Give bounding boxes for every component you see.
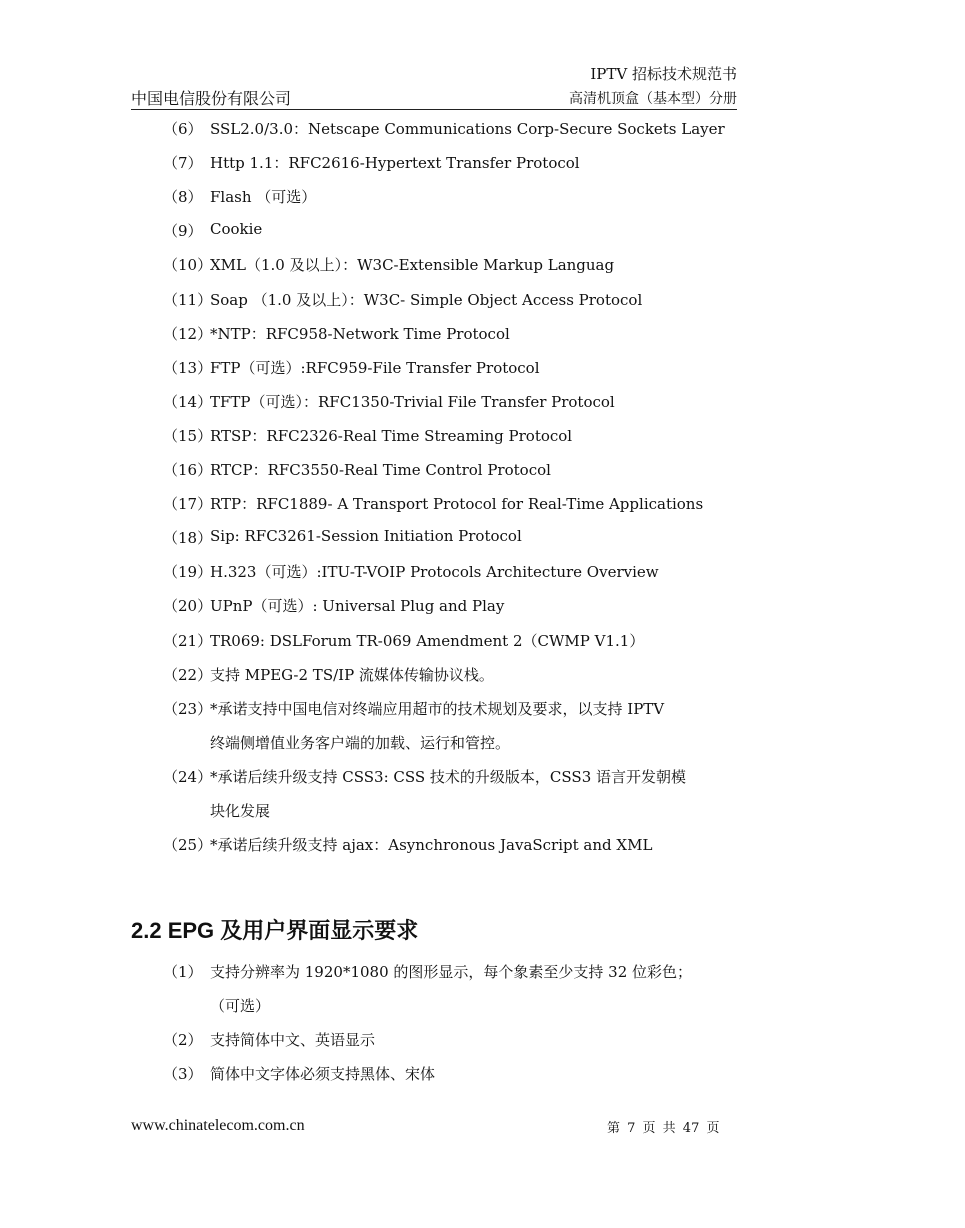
list-item-number: （16） bbox=[163, 461, 213, 479]
list-item-number: （15） bbox=[163, 426, 213, 445]
list-item-number: （9） bbox=[163, 222, 203, 241]
list-item-number: （19） bbox=[163, 563, 213, 582]
list-item-text: SSL2.0/3.0：Netscape Communications Corp-Secure Sockets Layer bbox=[210, 120, 725, 138]
list-item-continuation: （可选） bbox=[210, 997, 271, 1016]
list-item-number: （10） bbox=[163, 256, 213, 275]
list-item-text: Cookie bbox=[210, 220, 263, 239]
list-item-number: （21） bbox=[163, 631, 213, 650]
list-item-number: （13） bbox=[163, 358, 213, 377]
list-item-text: Http 1.1：RFC2616-Hypertext Transfer Protocol bbox=[210, 154, 580, 173]
list-item-text: RTP：RFC1889- A Transport Protocol for Real-Time Applications bbox=[210, 495, 704, 514]
list-item-number: （12） bbox=[163, 324, 213, 343]
list-item-text: 支持分辨率为 1920*1080 的图形显示，每个象素至少支持 32 位彩色； bbox=[210, 963, 693, 981]
section-heading: 2.2 EPG 及用户界面显示要求 bbox=[131, 918, 419, 943]
list-item-text: *承诺支持中国电信对终端应用超市的技术规划及要求，以支持 IPTV bbox=[210, 699, 665, 718]
list-item-number: （14） bbox=[163, 392, 213, 411]
list-item-number: （23） bbox=[163, 699, 213, 718]
footer-website: www.chinatelecom.com.cn bbox=[131, 1117, 305, 1134]
list-item-text: RTSP：RFC2326-Real Time Streaming Protocol bbox=[210, 426, 573, 445]
list-item-number: （2） bbox=[163, 1031, 203, 1050]
list-item-text: TFTP（可选）：RFC1350-Trivial File Transfer Protocol bbox=[210, 392, 615, 411]
list-item-text: 简体中文字体必须支持黑体、宋体 bbox=[210, 1065, 436, 1084]
list-item-number: （3） bbox=[163, 1065, 203, 1084]
list-item-text: Sip: RFC3261-Session Initiation Protocol bbox=[210, 527, 522, 546]
list-item-text: RTCP：RFC3550-Real Time Control Protocol bbox=[210, 461, 551, 479]
list-item-number: （22） bbox=[163, 665, 213, 684]
list-item-text: UPnP（可选）: Universal Plug and Play bbox=[210, 597, 505, 616]
footer-page-number: 第 7 页 共 47 页 bbox=[607, 1121, 720, 1136]
list-item-number: （24） bbox=[163, 767, 213, 786]
list-item-continuation: 终端侧增值业务客户端的加载、运行和管控。 bbox=[210, 733, 511, 752]
document-subtitle: 高清机顶盒（基本型）分册 bbox=[569, 91, 737, 107]
header-divider bbox=[131, 109, 737, 110]
document-title: IPTV 招标技术规范书 bbox=[590, 65, 737, 83]
list-item-number: （1） bbox=[163, 963, 203, 981]
company-name: 中国电信股份有限公司 bbox=[131, 89, 292, 108]
list-item-number: （8） bbox=[163, 188, 203, 207]
list-item-text: TR069: DSLForum TR-069 Amendment 2（CWMP V1.1） bbox=[210, 631, 645, 650]
list-item-number: （6） bbox=[163, 120, 203, 138]
list-item-text: *承诺后续升级支持 CSS3: CSS 技术的升级版本，CSS3 语言开发朝模 bbox=[210, 767, 687, 786]
list-item-text: Soap （1.0 及以上）：W3C- Simple Object Access Protocol bbox=[210, 290, 643, 309]
list-item-text: *NTP：RFC958-Network Time Protocol bbox=[210, 324, 510, 343]
list-item-number: （7） bbox=[163, 154, 203, 173]
list-item-number: （17） bbox=[163, 495, 213, 514]
list-item-text: FTP（可选）:RFC959-File Transfer Protocol bbox=[210, 358, 540, 377]
list-item-text: *承诺后续升级支持 ajax：Asynchronous JavaScript and XML bbox=[210, 836, 653, 855]
list-item-text: Flash （可选） bbox=[210, 188, 317, 207]
list-item-text: XML（1.0 及以上）：W3C-Extensible Markup Languag bbox=[210, 256, 615, 275]
list-item-text: 支持简体中文、英语显示 bbox=[210, 1031, 376, 1050]
list-item-text: 支持 MPEG-2 TS/IP 流媒体传输协议栈。 bbox=[210, 665, 494, 684]
list-item-number: （11） bbox=[163, 290, 213, 309]
list-item-continuation: 块化发展 bbox=[210, 802, 271, 820]
list-item-number: （25） bbox=[163, 836, 213, 855]
list-item-number: （18） bbox=[163, 529, 213, 548]
list-item-number: （20） bbox=[163, 597, 213, 616]
list-item-text: H.323（可选）:ITU-T-VOIP Protocols Architecture Overview bbox=[210, 563, 659, 582]
